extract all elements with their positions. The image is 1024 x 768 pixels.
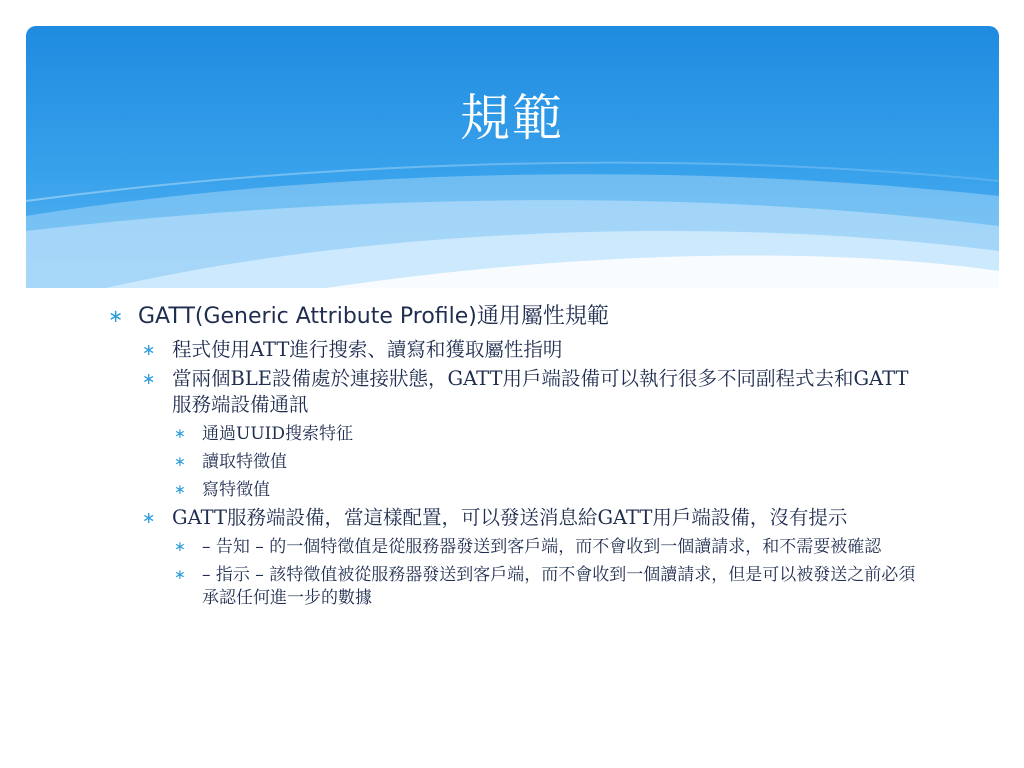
list-item-text: 讀取特徵值: [202, 452, 287, 472]
list-item-text: – 告知 – 的一個特徵值是從服務器發送到客戶端，而不會收到一個讀請求，和不需要被確認: [202, 537, 882, 557]
header-band: [26, 26, 999, 288]
list-item-text: – 指示 – 該特徵值被從服務器發送到客戶端，而不會收到一個讀請求，但是可以被發送之前必須承認任何進一步的數據: [202, 565, 916, 608]
asterisk-bullet-icon: ∗: [108, 306, 124, 327]
asterisk-bullet-icon: ∗: [142, 508, 156, 527]
list-item-text: 程式使用ATT進行搜索、讀寫和獲取屬性指明: [172, 338, 563, 361]
list-item: [172, 536, 926, 559]
list-item-text: 寫特徵值: [202, 480, 270, 500]
asterisk-bullet-icon: ∗: [142, 369, 156, 388]
list-item-text: GATT服務端設備，當這樣配置，可以發送消息給GATT用戶端設備，沒有提示: [172, 506, 848, 529]
list-item: [140, 505, 926, 531]
asterisk-bullet-icon: ∗: [174, 426, 186, 442]
list-item: [106, 300, 926, 334]
list-item: [140, 337, 926, 363]
list-item-text: 當兩個BLE設備處於連接狀態，GATT用戶端設備可以執行很多不同副程式去和GATT服務端設備通訊: [172, 367, 909, 416]
list-item-text: 通過UUID搜索特征: [202, 424, 353, 444]
list-item: [172, 479, 926, 502]
list-item: [172, 451, 926, 474]
asterisk-bullet-icon: ∗: [174, 482, 186, 498]
list-item: [140, 366, 926, 418]
header-background: [26, 26, 999, 288]
asterisk-bullet-icon: ∗: [174, 454, 186, 470]
list-item: [172, 564, 926, 610]
asterisk-bullet-icon: ∗: [174, 567, 186, 583]
bullet-list: [106, 300, 926, 610]
asterisk-bullet-icon: ∗: [142, 340, 156, 359]
list-item-text: GATT(Generic Attribute Profile)通用屬性規範: [138, 304, 609, 329]
slide-title: 規範: [460, 89, 564, 147]
asterisk-bullet-icon: ∗: [174, 539, 186, 555]
list-item: [172, 423, 926, 446]
